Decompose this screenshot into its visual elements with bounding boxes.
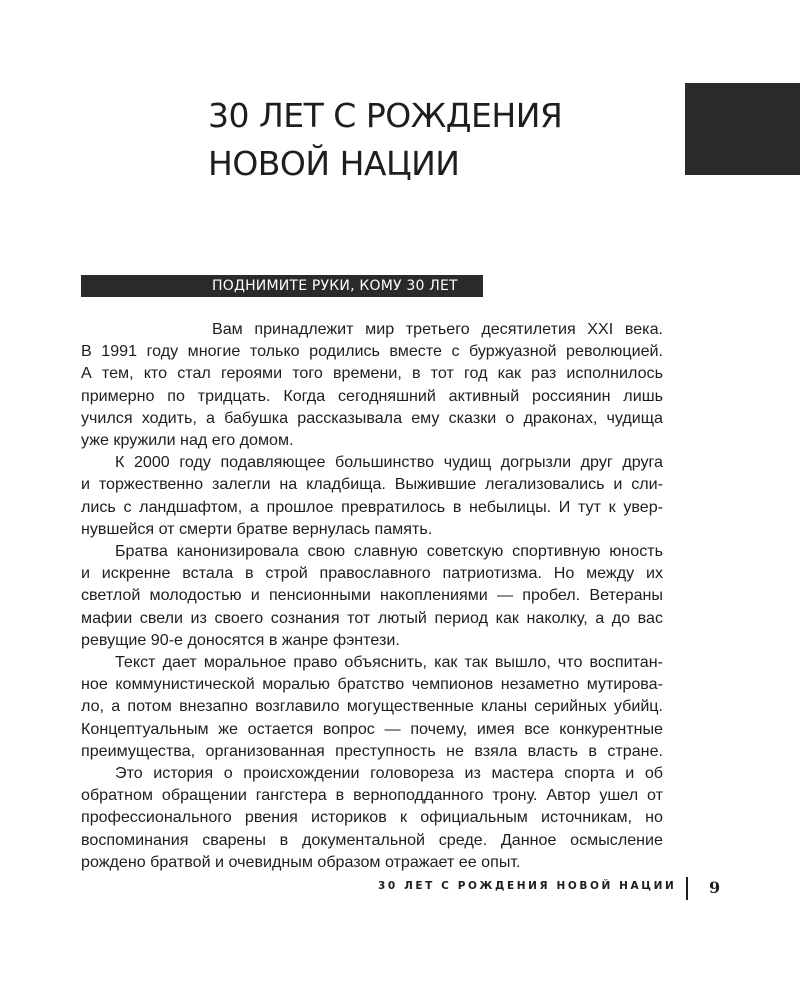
text-line: рождено братвой и очевидным образом отражает ее опыт. xyxy=(81,852,521,871)
text-line: учился ходить, а бабушка рассказывала ему сказки о драконах, чудища xyxy=(81,408,663,427)
text-line: Текст дает моральное право объяснить, как так вышло, что воспитан- xyxy=(115,653,663,672)
body-text xyxy=(81,318,663,873)
text-line: ревущие 90-е доносятся в жанре фэнтези. xyxy=(81,630,400,649)
chapter-title xyxy=(208,92,562,188)
text-line: и искренне встала в строй православного патриотизма. Но между их xyxy=(81,564,663,583)
chapter-title-line-1: 30 ЛЕТ С РОЖДЕНИЯ xyxy=(208,96,563,135)
text-line: Концептуальным же остается вопрос — почему, имея все конкурентные xyxy=(81,719,663,738)
text-line: К 2000 году подавляющее большинство чудищ догрызли друг друга xyxy=(115,453,663,472)
text-line: А тем, кто стал героями того времени, в тот год как раз исполнилось xyxy=(81,364,663,383)
text-line: уже кружили над его домом. xyxy=(81,431,294,450)
text-line: профессионального рвения историков к официальным источникам, но xyxy=(81,808,663,827)
text-line: Братва канонизировала свою славную советскую спортивную юность xyxy=(115,542,663,561)
chapter-title-line-2: НОВОЙ НАЦИИ xyxy=(208,144,460,183)
text-line: Это история о происхождении головореза из мастера спорта и об xyxy=(115,764,663,783)
text-line: нувшейся от смерти братве вернулась память. xyxy=(81,519,433,538)
footer-divider xyxy=(686,877,688,900)
text-line: воспоминания сварены в документальной среде. Данное осмысление xyxy=(81,830,663,849)
text-line: мафии свели из своего сознания тот лютый период как наколку, а до вас xyxy=(81,608,663,627)
text-line: примерно по тридцать. Когда сегодняшний активный россиянин лишь xyxy=(81,386,663,405)
text-line: и торжественно залегли на кладбища. Выжившие легализовались и сли- xyxy=(81,475,663,494)
section-heading-bar xyxy=(81,275,483,297)
corner-thumb-tab xyxy=(685,83,800,175)
text-line: лись с ландшафтом, а прошлое превратилось в небылицы. И тут к увер- xyxy=(81,497,663,516)
text-line: В 1991 году многие только родились вместе с буржуазной революцией. xyxy=(81,342,663,361)
text-line: обратном обращении гангстера в верноподданного трону. Автор ушел от xyxy=(81,786,663,805)
text-line: светлой молодостью и пенсионными накоплениями — пробел. Ветераны xyxy=(81,586,663,605)
page-number: 9 xyxy=(709,878,721,897)
text-line: Вам принадлежит мир третьего десятилетия XXI века. xyxy=(212,320,663,338)
running-footer-title: 30 ЛЕТ С РОЖДЕНИЯ НОВОЙ НАЦИИ xyxy=(378,880,677,892)
section-heading: ПОДНИМИТЕ РУКИ, КОМУ 30 ЛЕТ xyxy=(212,278,458,294)
text-line: ное коммунистической моралью братство чемпионов незаметно мутирова- xyxy=(81,675,663,694)
text-line: ло, а потом внезапно возглавило могущественные кланы серийных убийц. xyxy=(81,697,663,716)
text-line: преимущества, организованная преступность не взяла власть в стране. xyxy=(81,741,663,760)
